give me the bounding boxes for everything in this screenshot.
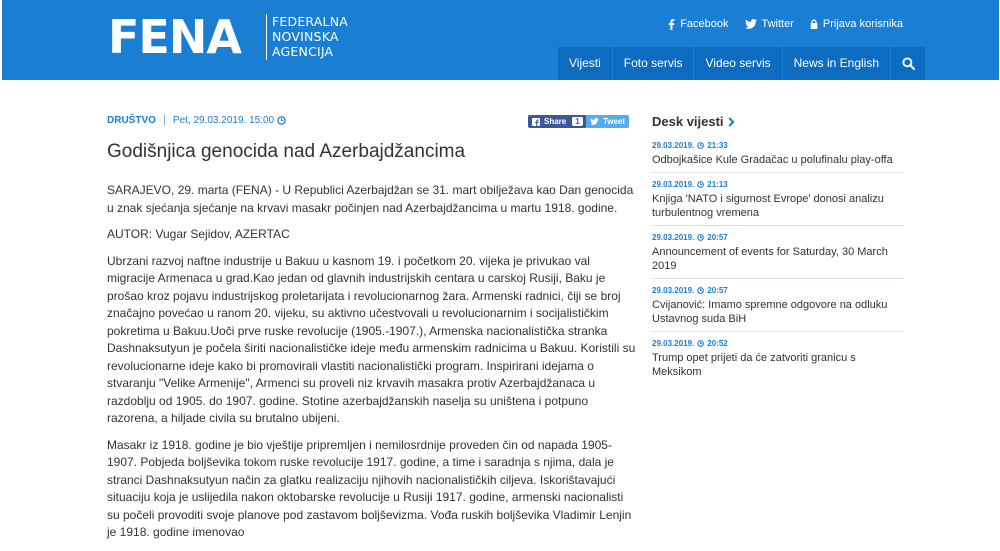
facebook-link[interactable] [668,18,728,30]
logo-subtitle [272,14,348,59]
news-title[interactable]: Cvijanović: Imamo spremne odgovore na odluku Ustavnog suda BiH [652,299,888,325]
clock-icon [697,340,704,347]
logo-subtitle-line: NOVINSKA [272,29,339,44]
clock-icon [697,234,704,241]
twitter-icon [745,19,757,29]
clock-icon [697,142,704,149]
news-item[interactable] [652,141,904,173]
news-title[interactable]: Announcement of events for Saturday, 30 March 2019 [652,246,888,272]
share-count-badge: 1 [572,117,582,126]
facebook-share-button[interactable] [528,115,587,128]
twitter-icon [590,118,599,125]
news-clock: 21:13 [707,180,728,189]
tweet-button[interactable] [586,115,629,128]
facebook-share-label: Share [544,117,567,126]
news-time [652,233,904,242]
top-links [668,18,903,30]
news-time [652,339,904,348]
news-item[interactable] [652,339,904,384]
twitter-link-label: Twitter [761,18,794,30]
chevron-right-icon [728,117,735,127]
article-author: AUTOR: Vugar Sejidov, AZERTAC [107,227,290,241]
site-logo[interactable] [108,10,349,64]
news-date: 29.03.2019. [652,141,695,150]
news-item[interactable] [652,180,904,226]
news-clock: 21:33 [707,141,728,150]
logo-wordmark: FENA [108,10,241,64]
facebook-icon [668,19,675,30]
article-date-text: Pet, 29.03.2019. 15:00 [172,114,275,126]
article-title: Godišnjica genocida nad Azerbajdžancima [107,141,466,162]
logo-subtitle-line: AGENCIJA [272,44,334,59]
news-time [652,286,904,295]
article-paragraph: Ubrzani razvoj naftne industrije u Bakuu u kasnom 19. i početkom 20. vijeka je privukao val migracije Armenaca u grad.Kao jedan od glavnih industrijskih centara u carskoj Rusiji, Baku je prošao kroz pojavu industrijskog proletarijata i revolucionarnog žara. Armenski radnici, čiji se broj značajno povećao u ranom 20. vijeku, su aktivno učestvovali u revolucionarnim i socijalističkim pokretima u Bakuu.Uoči prve ruske revolucije (1905.-1907.), Armenska nacionalistička stranka Dashnaksutyun je počela širiti nacionalističke ideje među armenskim radnicima u Bakuu. Koristili su revolucionarne ideje kako bi promovirali vlastiti nacionalistički program. Inspirirani idejama o stvaranju "Velike Armenije", Armenci su proveli niz krvavih masakra protiv Azerbajdžanaca u razdoblju od 1905. do 1907. godine. Stotine azerbajdžanskih naselja su uništena i potpuno razorena, a hiljade civila su brutalno ubijeni. [107,253,636,425]
clock-icon [697,181,704,188]
article [107,114,637,551]
article-paragraph: SARAJEVO, 29. marta (FENA) - U Republici Azerbajdžan se 31. mart obilježava kao Dan genocida u znak sjećanja sjećanje na krvavi masakr počinjen nad Azerbajdžancima u martu 1918. godine. [107,183,634,215]
article-body [107,182,637,542]
search-icon [902,57,915,70]
news-date: 29.03.2019. [652,339,695,348]
desk-news-sidebar [652,114,904,391]
clock-icon [697,287,704,294]
nav-item-news-in-english[interactable]: News in English [783,47,890,80]
news-time [652,180,904,189]
tweet-label: Tweet [603,117,626,126]
news-date: 29.03.2019. [652,233,695,242]
meta-divider [164,114,165,126]
news-clock: 20:57 [707,286,728,295]
search-button[interactable] [891,47,925,80]
facebook-icon [532,118,540,126]
nav-item-video-servis[interactable]: Video servis [694,47,781,80]
news-title[interactable]: Odbojkašice Kule Gradačac u polufinalu play-offa [652,154,893,166]
login-link-label: Prijava korisnika [822,18,903,30]
lock-icon [810,19,818,29]
news-date: 29.03.2019. [652,180,695,189]
news-date: 29.03.2019. [652,286,695,295]
twitter-link[interactable] [745,18,794,30]
news-title[interactable]: Knjiga 'NATO i sigurnost Evrope' donosi analizu turbulentnog vremena [652,193,884,219]
login-link[interactable] [810,18,903,30]
logo-subtitle-line: FEDERALNA [272,14,349,29]
sidebar-title-text: Desk vijesti [652,114,724,129]
site-header [2,0,999,80]
article-paragraph: Masakr iz 1918. godine je bio vještije pripremljen i nemilosrdnije proveden čin od napada 1905-1907. Pobjeda boljševika tokom ruske revolucije 1917. godine, a time i saradnja s njima, dala je stranci Dashnaksutyun način za glatku realizaciju njihovih nacionalističkih ciljeva. Iskorištavajući situaciju koja je uslijedila nakon oktobarske revolucije u Rusiji 1917. godine, armenski nacionalisti su počeli provoditi svoje planove pod zastavom boljševizma. Vođa ruskih boljševika Vladimir Lenjin je 1918. godine imenovao [107,437,632,539]
nav-item-foto-servis[interactable]: Foto servis [613,47,694,80]
news-item[interactable] [652,233,904,279]
news-clock: 20:57 [707,233,728,242]
news-title[interactable]: Trump opet prijeti da će zatvoriti granicu s Meksikom [652,352,856,378]
facebook-link-label: Facebook [680,18,729,30]
clock-icon [277,116,286,125]
sidebar-title[interactable] [652,114,904,129]
article-category[interactable]: DRUŠTVO [107,114,156,126]
news-item[interactable] [652,286,904,332]
news-time [652,141,904,150]
main-nav [557,47,925,80]
logo-divider [266,14,267,60]
nav-item-vijesti[interactable]: Vijesti [558,47,612,80]
article-date [173,115,286,126]
news-clock: 20:52 [707,339,728,348]
